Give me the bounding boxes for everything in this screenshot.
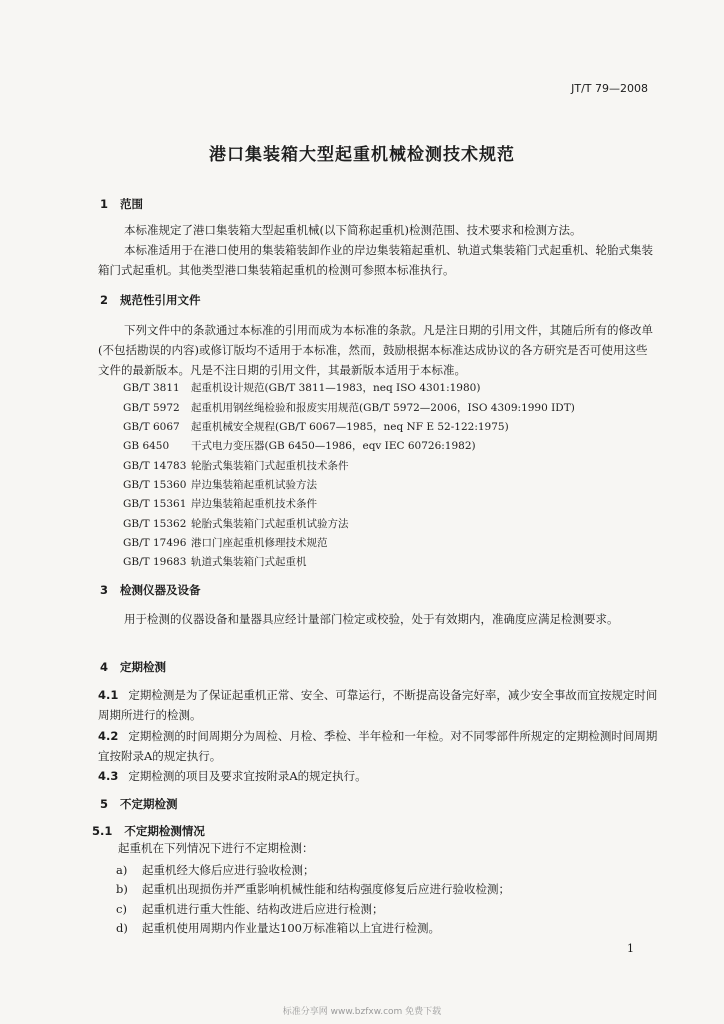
page-title: 港口集装箱大型起重机械检测技术规范 xyxy=(209,145,515,165)
section-3-paragraph-1: 用于检测的仪器设备和量器具应经计量部门检定或校验，处于有效期内，准确度应满足检测要求。 xyxy=(124,612,619,626)
subsection-5-1-intro: 起重机在下列情况下进行不定期检测： xyxy=(118,841,314,855)
reference-item: GB/T 15362 轮胎式集装箱门式起重机试验方法 xyxy=(123,518,349,530)
section-1-heading: 1 范围 xyxy=(100,197,143,211)
section-3-heading: 3 检测仪器及设备 xyxy=(100,583,201,597)
section-1-paragraph-2: 本标准适用于在港口使用的集装箱装卸作业的岸边集装箱起重机、轨道式集装箱门式起重机、轮胎式集装箱门式起重机。其他类型港口集装箱起重机的检测可参照本标准执行。 xyxy=(98,243,653,277)
clause-4-2: 4.2 定期检测的时间周期分为周检、月检、季检、半年检和一年检。对不同零部件所规定的定期检测时间周期宜按附录A的规定执行。 xyxy=(98,729,658,763)
reference-item: GB/T 6067 起重机械安全规程(GB/T 6067—1985，neq NF E 52-122:1975) xyxy=(123,421,509,433)
section-2-paragraph-1: 下列文件中的条款通过本标准的引用而成为本标准的条款。凡是注日期的引用文件，其随后所有的修改单(不包括勘误的内容)或修订版均不适用于本标准，然而，鼓励根据本标准达成协议的各方研究是否可使用这些文件的最新版本。凡是不注日期的引用文件，其最新版本适用于本标准。 xyxy=(98,323,653,377)
section-1-paragraph-1: 本标准规定了港口集装箱大型起重机械(以下简称起重机)检测范围、技术要求和检测方法。 xyxy=(124,223,582,237)
list-item: d) 起重机使用周期内作业量达100万标准箱以上宜进行检测。 xyxy=(116,921,440,935)
standard-code: JT/T 79—2008 xyxy=(571,82,648,95)
list-item: a) 起重机经大修后应进行验收检测； xyxy=(116,863,315,877)
reference-item: GB/T 15360 岸边集装箱起重机试验方法 xyxy=(123,479,317,491)
section-2-heading: 2 规范性引用文件 xyxy=(100,293,201,307)
reference-item: GB/T 17496 港口门座起重机修理技术规范 xyxy=(123,537,328,549)
reference-item: GB/T 5972 起重机用钢丝绳检验和报废实用规范(GB/T 5972—2006，ISO 4309:1990 IDT) xyxy=(123,402,575,414)
list-item: c) 起重机进行重大性能、结构改进后应进行检测； xyxy=(116,902,384,916)
reference-item: GB/T 19683 轨道式集装箱门式起重机 xyxy=(123,556,307,568)
footer-watermark: 标准分享网 www.bzfxw.com 免费下载 xyxy=(282,1007,442,1017)
page-number: 1 xyxy=(627,942,634,955)
reference-item: GB/T 15361 岸边集装箱起重机技术条件 xyxy=(123,498,317,510)
list-item: b) 起重机出现损伤并严重影响机械性能和结构强度修复后应进行验收检测； xyxy=(116,882,510,896)
clause-4-1: 4.1 定期检测是为了保证起重机正常、安全、可靠运行，不断提高设备完好率，减少安全事故而宜按规定时间周期所进行的检测。 xyxy=(98,688,658,722)
section-5-heading: 5 不定期检测 xyxy=(100,797,178,811)
reference-item: GB/T 3811 起重机设计规范(GB/T 3811—1983，neq ISO 4301:1980) xyxy=(123,382,481,394)
reference-item: GB 6450 干式电力变压器(GB 6450—1986，eqv IEC 60726:1982) xyxy=(123,440,476,452)
subsection-5-1-heading: 5.1 不定期检测情况 xyxy=(92,824,205,838)
clause-4-3: 4.3 定期检测的项目及要求宜按附录A的规定执行。 xyxy=(98,769,367,783)
reference-item: GB/T 14783 轮胎式集装箱门式起重机技术条件 xyxy=(123,460,349,472)
section-4-heading: 4 定期检测 xyxy=(100,660,166,674)
